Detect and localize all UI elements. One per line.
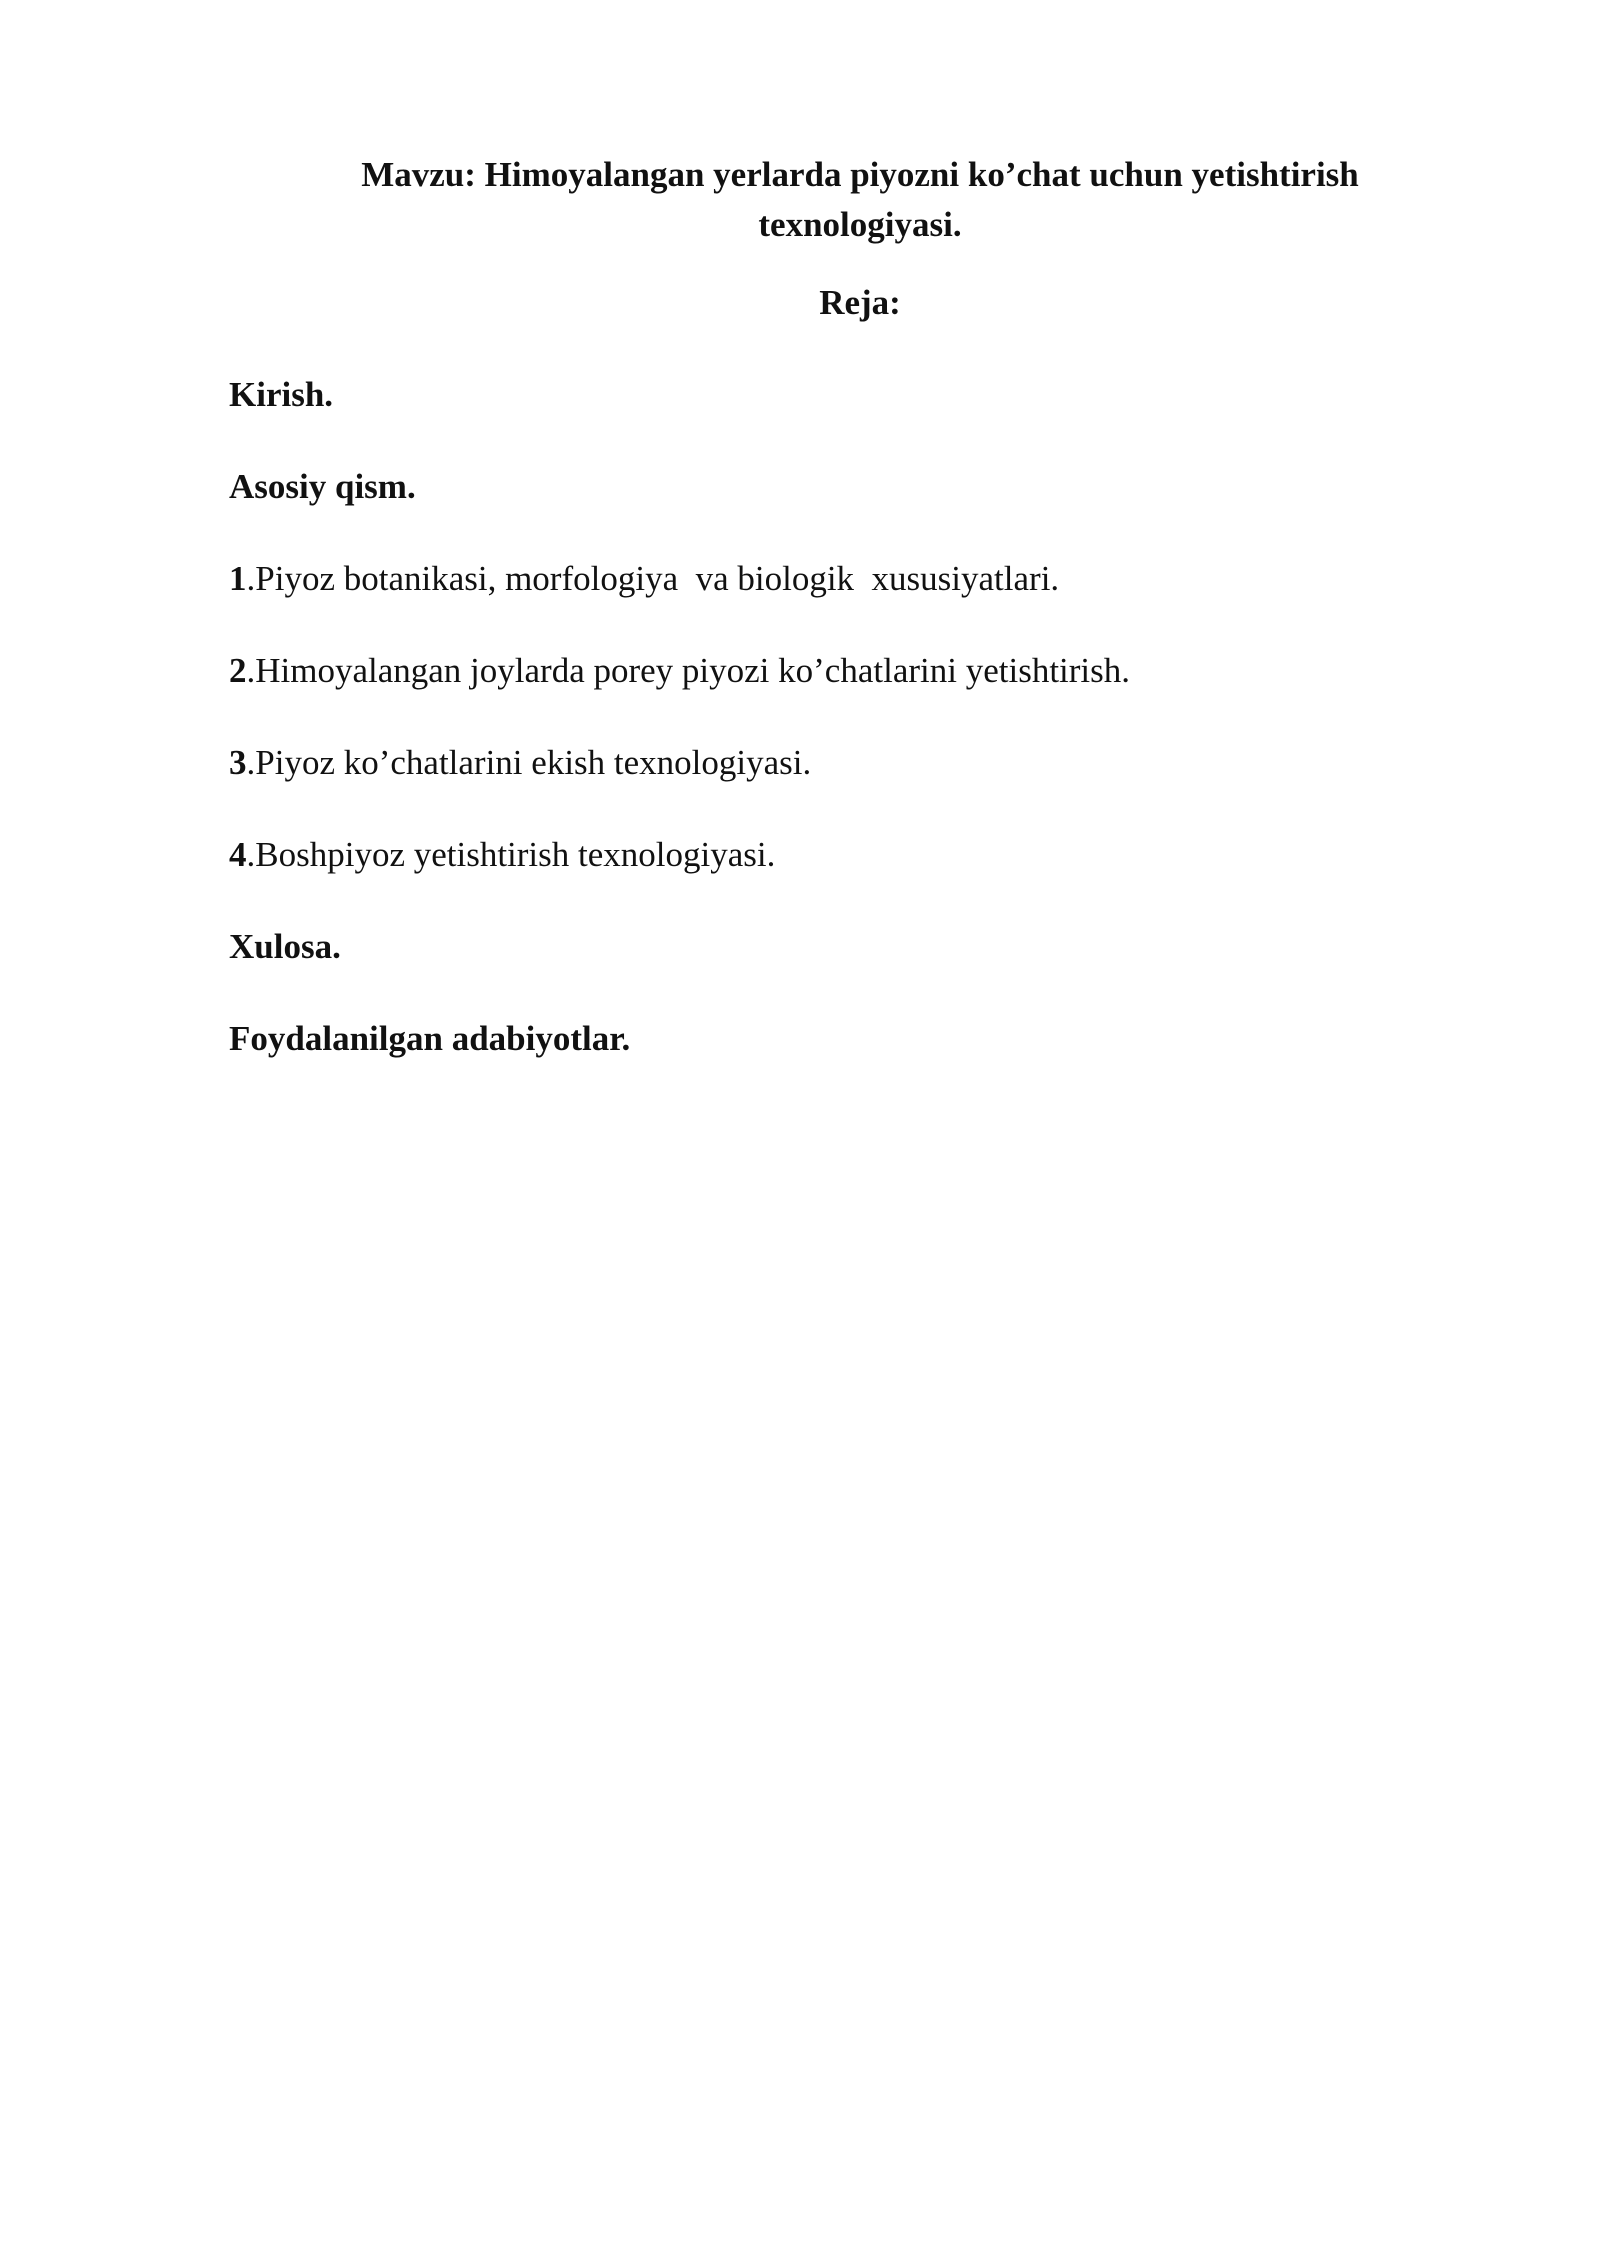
- plan-item-4: [229, 830, 1429, 880]
- document-title: Mavzu: Himoyalangan yerlarda piyozni ko’chat uchun yetishtirish texnologiyasi.: [361, 155, 1359, 244]
- references-heading: Foydalanilgan adabiyotlar.: [229, 1019, 631, 1058]
- plan-item-number: 3: [229, 743, 247, 782]
- plan-item-number: 2: [229, 651, 247, 690]
- intro-heading: Kirish.: [229, 375, 334, 414]
- plan-item-1: [229, 554, 1429, 604]
- plan-item-number: 1: [229, 559, 247, 598]
- conclusion-heading: Xulosa.: [229, 927, 341, 966]
- plan-item-2: [229, 646, 1429, 696]
- plan-heading: Reja:: [819, 283, 901, 322]
- plan-item-text: .Boshpiyoz yetishtirish texnologiyasi.: [246, 835, 776, 874]
- plan-item-text: .Piyoz botanikasi, morfologiya va biologik xususiyatlari.: [246, 559, 1060, 598]
- main-part-heading: Asosiy qism.: [229, 467, 416, 506]
- plan-item-3: [229, 738, 1429, 788]
- plan-item-number: 4: [229, 835, 247, 874]
- plan-item-text: .Piyoz ko’chatlarini ekish texnologiyasi.: [246, 743, 812, 782]
- plan-item-text: .Himoyalangan joylarda porey piyozi ko’chatlarini yetishtirish.: [246, 651, 1131, 690]
